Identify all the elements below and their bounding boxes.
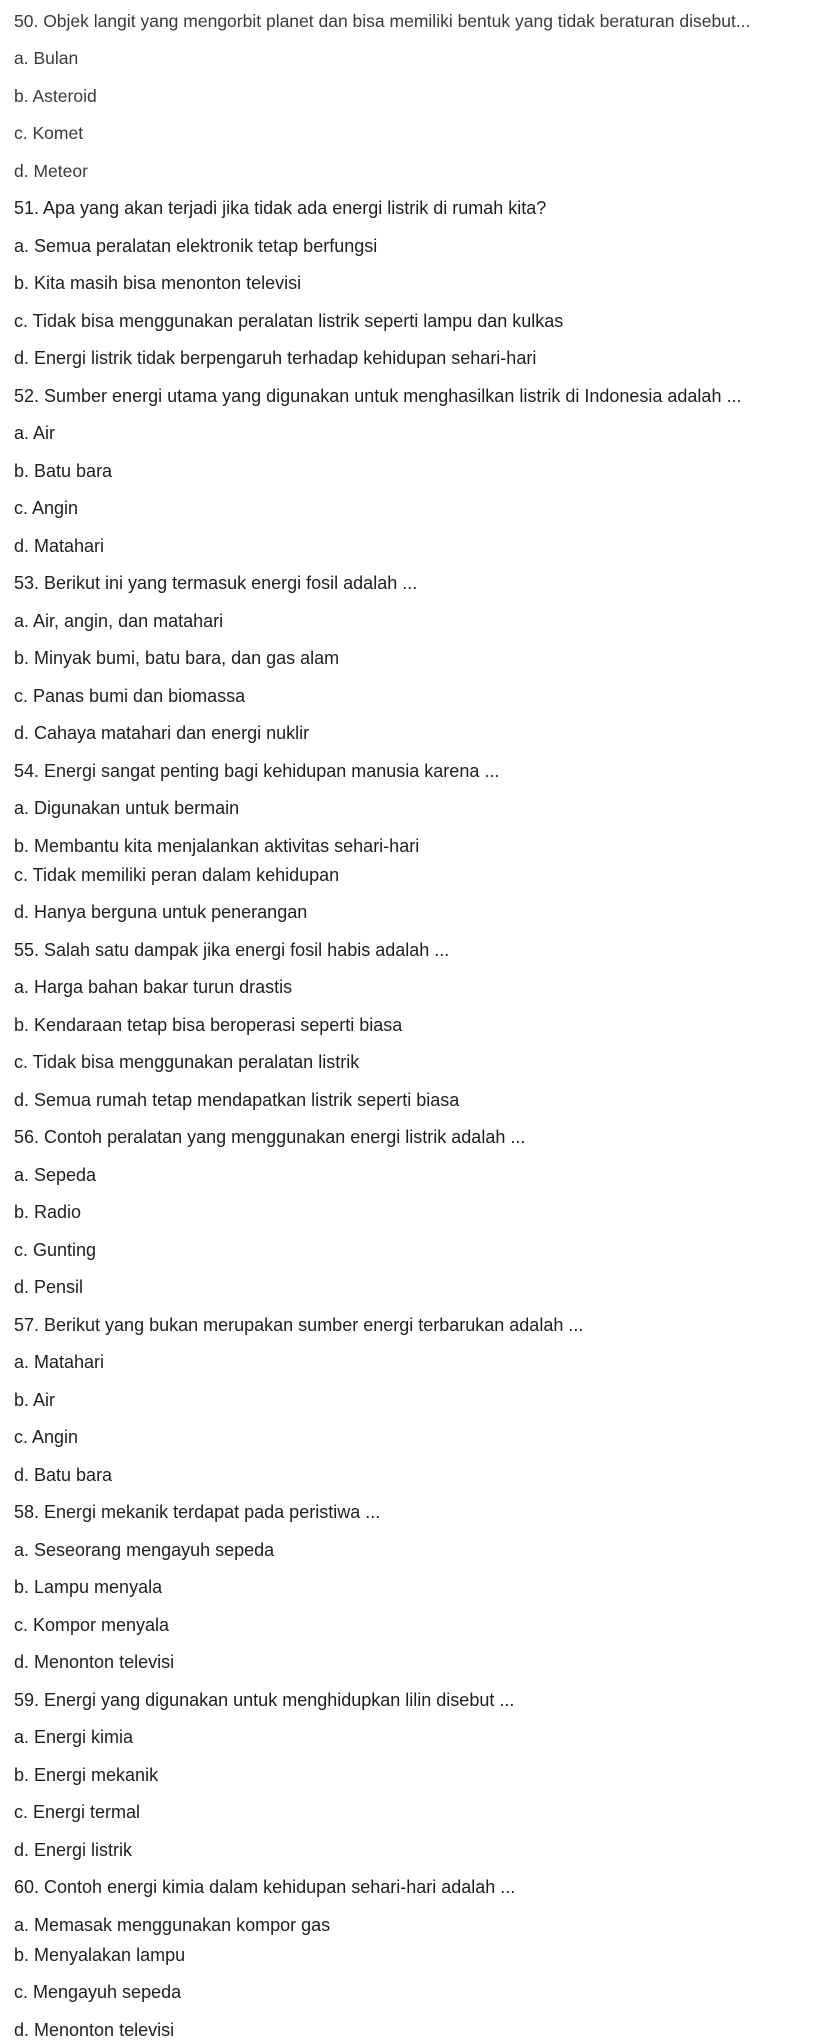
question-52: 52. Sumber energi utama yang digunakan untuk menghasilkan listrik di Indonesia adalah ...: [14, 386, 742, 406]
option-50-d: d. Meteor: [14, 161, 88, 181]
question-50: 50. Objek langit yang mengorbit planet dan bisa memiliki bentuk yang tidak beraturan disebut...: [14, 11, 751, 31]
option-59-b: b. Energi mekanik: [14, 1765, 159, 1785]
option-60-b: b. Menyalakan lampu: [14, 1945, 186, 1965]
option-55-a: a. Harga bahan bakar turun drastis: [14, 977, 293, 997]
option-54-b: b. Membantu kita menjalankan aktivitas sehari-hari: [14, 836, 420, 856]
option-57-a: a. Matahari: [14, 1352, 105, 1372]
option-58-c: c. Kompor menyala: [14, 1615, 170, 1635]
option-56-b: b. Radio: [14, 1202, 82, 1222]
option-50-c: c. Komet: [14, 123, 84, 143]
option-57-d: d. Batu bara: [14, 1465, 113, 1485]
option-52-a: a. Air: [14, 423, 56, 443]
option-54-a: a. Digunakan untuk bermain: [14, 798, 240, 818]
option-52-d: d. Matahari: [14, 536, 105, 556]
option-54-d: d. Hanya berguna untuk penerangan: [14, 902, 308, 922]
option-53-d: d. Cahaya matahari dan energi nuklir: [14, 723, 310, 743]
question-54: 54. Energi sangat penting bagi kehidupan manusia karena ...: [14, 761, 500, 781]
option-57-c: c. Angin: [14, 1427, 79, 1447]
option-58-b: b. Lampu menyala: [14, 1577, 163, 1597]
option-52-b: b. Batu bara: [14, 461, 113, 481]
question-51: 51. Apa yang akan terjadi jika tidak ada energi listrik di rumah kita?: [14, 198, 547, 218]
option-59-c: c. Energi termal: [14, 1802, 141, 1822]
option-58-d: d. Menonton televisi: [14, 1652, 175, 1672]
question-58: 58. Energi mekanik terdapat pada peristiwa ...: [14, 1502, 381, 1522]
option-58-a: a. Seseorang mengayuh sepeda: [14, 1540, 275, 1560]
option-51-a: a. Semua peralatan elektronik tetap berfungsi: [14, 236, 378, 256]
question-57: 57. Berikut yang bukan merupakan sumber energi terbarukan adalah ...: [14, 1315, 584, 1335]
option-54-c: c. Tidak memiliki peran dalam kehidupan: [14, 865, 340, 885]
question-55: 55. Salah satu dampak jika energi fosil habis adalah ...: [14, 940, 450, 960]
option-50-a: a. Bulan: [14, 48, 79, 68]
option-55-d: d. Semua rumah tetap mendapatkan listrik seperti biasa: [14, 1090, 460, 1110]
option-59-a: a. Energi kimia: [14, 1727, 134, 1747]
option-53-a: a. Air, angin, dan matahari: [14, 611, 224, 631]
option-53-b: b. Minyak bumi, batu bara, dan gas alam: [14, 648, 340, 668]
option-50-b: b. Asteroid: [14, 86, 97, 106]
option-53-c: c. Panas bumi dan biomassa: [14, 686, 246, 706]
question-56: 56. Contoh peralatan yang menggunakan energi listrik adalah ...: [14, 1127, 526, 1147]
option-55-c: c. Tidak bisa menggunakan peralatan listrik: [14, 1052, 360, 1072]
option-56-d: d. Pensil: [14, 1277, 84, 1297]
question-60: 60. Contoh energi kimia dalam kehidupan sehari-hari adalah ...: [14, 1877, 516, 1897]
option-51-b: b. Kita masih bisa menonton televisi: [14, 273, 302, 293]
question-53: 53. Berikut ini yang termasuk energi fosil adalah ...: [14, 573, 418, 593]
option-51-d: d. Energi listrik tidak berpengaruh terhadap kehidupan sehari-hari: [14, 348, 537, 368]
option-60-c: c. Mengayuh sepeda: [14, 1982, 182, 2002]
option-51-c: c. Tidak bisa menggunakan peralatan listrik seperti lampu dan kulkas: [14, 311, 564, 331]
option-55-b: b. Kendaraan tetap bisa beroperasi seperti biasa: [14, 1015, 403, 1035]
option-60-d: d. Menonton televisi: [14, 2020, 175, 2040]
option-56-c: c. Gunting: [14, 1240, 97, 1260]
question-59: 59. Energi yang digunakan untuk menghidupkan lilin disebut ...: [14, 1690, 515, 1710]
option-57-b: b. Air: [14, 1390, 56, 1410]
option-60-a: a. Memasak menggunakan kompor gas: [14, 1915, 331, 1935]
option-56-a: a. Sepeda: [14, 1165, 97, 1185]
option-52-c: c. Angin: [14, 498, 79, 518]
option-59-d: d. Energi listrik: [14, 1840, 133, 1860]
